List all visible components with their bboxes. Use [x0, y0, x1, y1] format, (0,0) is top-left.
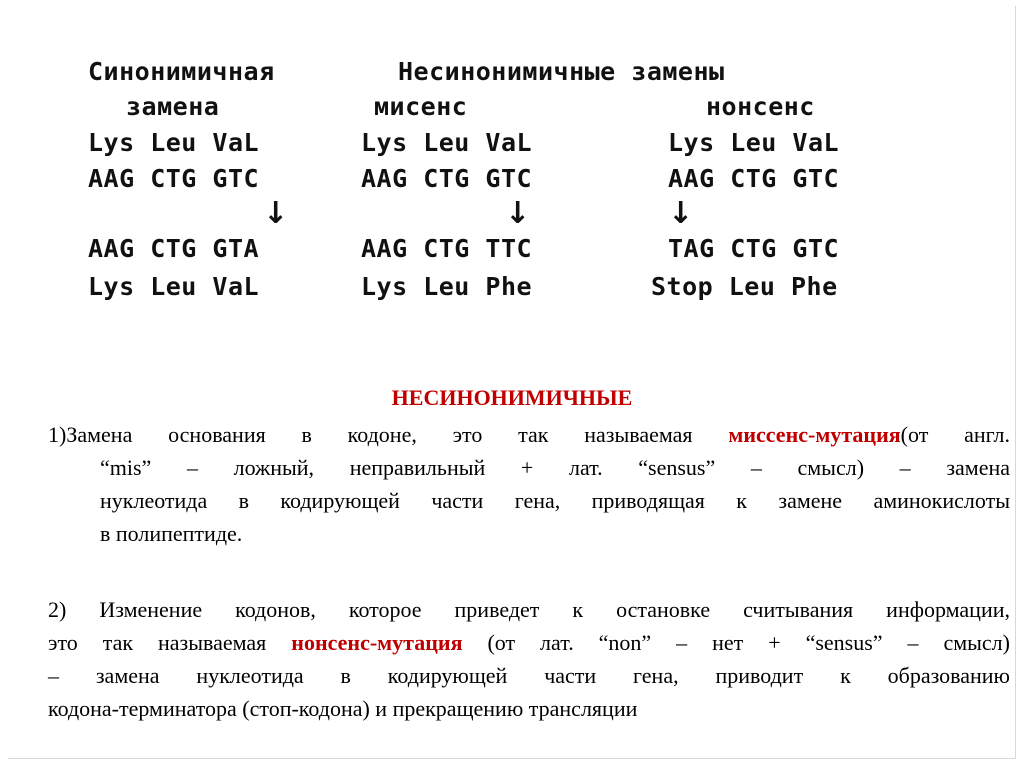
nonsense-codons-after: TAG CTG GTC: [668, 234, 840, 263]
missense-arrow-down-icon: ↓: [505, 196, 531, 231]
syn-arrow-down-icon: ↓: [263, 196, 289, 231]
text-fragment: (от лат. “non” – нет + “sensus” – смысл): [462, 630, 1010, 655]
nonsense-aa-after: Stop Leu Phe: [651, 272, 838, 301]
missense-aa-before: Lys Leu VaL: [361, 128, 533, 157]
missense-aa-after: Lys Leu Phe: [361, 272, 533, 301]
missense-codons-before: AAG CTG GTC: [361, 164, 533, 193]
text-fragment: (от англ.: [900, 422, 1011, 447]
text-fragment: это так называемая: [48, 630, 292, 655]
term-nonsense: нонсенс-мутация: [291, 630, 463, 655]
paragraph-line: [48, 418, 1010, 451]
section-heading: НЕСИНОНИМИЧНЫЕ: [391, 385, 633, 410]
paragraph-line: “mis” – ложный, неправильный + лат. “sensus” – смысл) – замена: [100, 455, 1010, 480]
nonsense-arrow-down-icon: ↓: [668, 196, 694, 231]
paragraph-line: нуклеотида в кодирующей части гена, приводящая к замене аминокислоты: [100, 488, 1010, 513]
paragraph-line: кодона-терминатора (стоп-кодона) и прекращению трансляции: [48, 696, 638, 721]
nonsense-aa-before: Lys Leu VaL: [668, 128, 840, 157]
paragraph-line: – замена нуклеотида в кодирующей части гена, приводит к образованию: [48, 663, 1010, 688]
syn-aa-after: Lys Leu VaL: [88, 272, 260, 301]
text-fragment: 1)Замена основания в кодоне, это так называемая: [48, 422, 729, 447]
header-nonsense: нонсенс: [706, 92, 815, 121]
paragraph-missense: [48, 418, 1010, 550]
term-missense: миссенс-мутация: [728, 422, 901, 447]
paragraph-line: в полипептиде.: [100, 521, 243, 546]
paragraph-nonsense: [48, 593, 1010, 725]
syn-aa-before: Lys Leu VaL: [88, 128, 260, 157]
paragraph-line: [48, 626, 1010, 659]
header-nonsynonymous: Несинонимичные замены: [398, 57, 725, 86]
syn-codons-before: AAG CTG GTC: [88, 164, 260, 193]
header-synonymous: Синонимичная: [88, 57, 275, 86]
missense-codons-after: AAG CTG TTC: [361, 234, 533, 263]
nonsense-codons-before: AAG CTG GTC: [668, 164, 840, 193]
header-synonymous-sub: замена: [126, 92, 220, 121]
header-missense: мисенс: [374, 92, 468, 121]
paragraph-line: 2) Изменение кодонов, которое приведет к остановке считывания информации,: [48, 597, 1010, 622]
syn-codons-after: AAG CTG GTA: [88, 234, 260, 263]
